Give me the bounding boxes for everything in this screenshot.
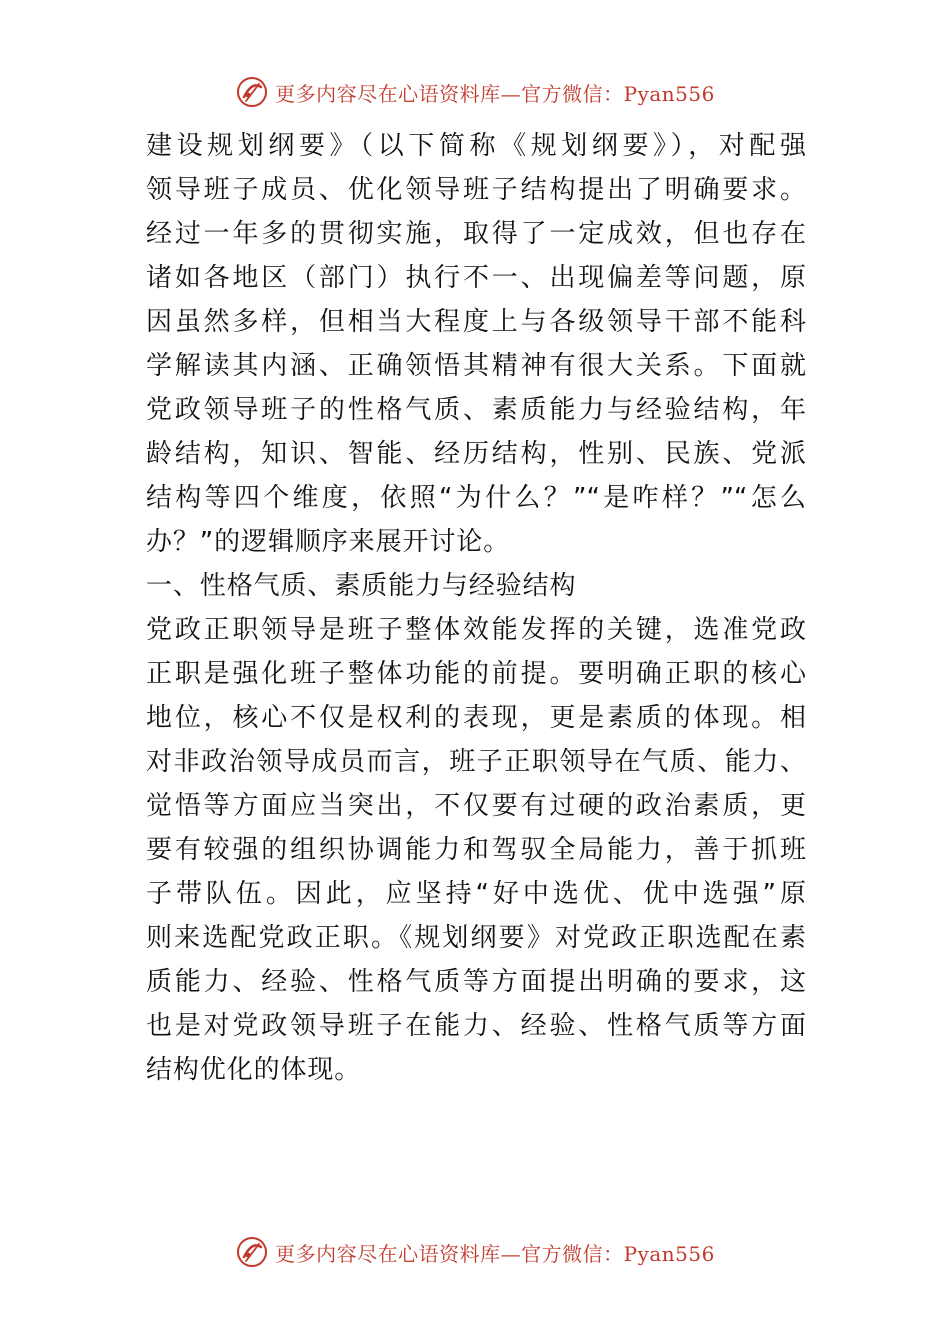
section-heading: 一、性格气质、素质能力与经验结构 [146,571,577,601]
body-line: 党政领导班子的性格气质、素质能力与经验结构，年 [146,395,806,425]
body-line: 质能力、经验、性格气质等方面提出明确的要求，这 [146,967,806,997]
body-line: 要有较强的组织协调能力和驾驭全局能力，善于抓班 [146,835,806,865]
document-body [146,124,806,1092]
body-line: 建设规划纲要》（以下简称《规划纲要》），对配强 [146,131,806,161]
body-line: 子带队伍。因此，应坚持“好中选优、优中选强”原 [146,879,806,909]
body-line: 正职是强化班子整体功能的前提。要明确正职的核心 [146,659,806,689]
body-line: 地位，核心不仅是权利的表现，更是素质的体现。相 [146,703,806,733]
watermark-text: 更多内容尽在心语资料库—官方微信：Pyan556 [275,1241,715,1266]
stamp-seal-icon [235,75,269,109]
body-line: 也是对党政领导班子在能力、经验、性格气质等方面 [146,1011,806,1041]
body-line: 对非政治领导成员而言，班子正职领导在气质、能力、 [146,747,806,777]
body-line: 结构优化的体现。 [146,1055,362,1085]
body-line: 经过一年多的贯彻实施，取得了一定成效，但也存在 [146,219,806,249]
footer-watermark [0,1232,950,1272]
stamp-seal-icon [235,1235,269,1269]
body-line: 因虽然多样，但相当大程度上与各级领导干部不能科 [146,307,806,337]
body-line: 领导班子成员、优化领导班子结构提出了明确要求。 [146,175,806,205]
body-line: 结构等四个维度，依照“为什么？”“是咋样？”“怎么 [146,483,806,513]
body-line: 诸如各地区（部门）执行不一、出现偏差等问题，原 [146,263,806,293]
header-watermark [0,72,950,112]
watermark-text: 更多内容尽在心语资料库—官方微信：Pyan556 [275,81,715,106]
body-line: 学解读其内涵、正确领悟其精神有很大关系。下面就 [146,351,806,381]
body-line: 觉悟等方面应当突出，不仅要有过硬的政治素质，更 [146,791,806,821]
body-line: 党政正职领导是班子整体效能发挥的关键，选准党政 [146,615,806,645]
body-line: 龄结构，知识、智能、经历结构，性别、民族、党派 [146,439,806,469]
body-line: 则来选配党政正职。《规划纲要》对党政正职选配在素 [146,923,806,953]
body-line: 办？”的逻辑顺序来展开讨论。 [146,527,511,557]
